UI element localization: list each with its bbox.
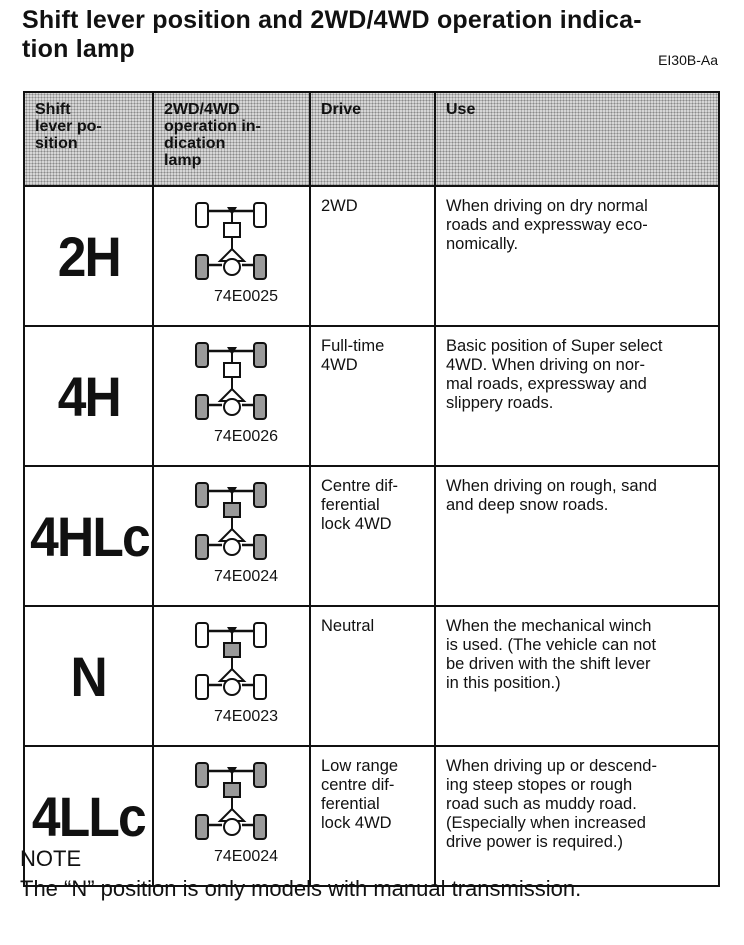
page-title: Shift lever position and 2WD/4WD operation indica- tion lamp xyxy=(22,6,642,63)
note-text: The “N” position is only models with manual transmission. xyxy=(20,876,582,901)
use-text: When driving on dry normal roads and expressway eco- nomically. xyxy=(446,197,648,253)
use-cell xyxy=(435,186,719,326)
shift-position-cell xyxy=(24,186,153,326)
drivetrain-indicator-icon xyxy=(192,199,272,287)
indication-lamp-cell xyxy=(153,746,310,886)
drive-cell xyxy=(310,606,435,746)
drivetrain-indicator-icon xyxy=(192,339,272,427)
drivetrain-indicator-icon xyxy=(192,759,272,847)
shift-position-label: 2H xyxy=(57,224,120,288)
use-cell xyxy=(435,326,719,466)
table-row xyxy=(24,606,719,746)
use-text: When driving up or descend- ing steep stopes or rough road such as muddy road. (Especially when increased drive power is required.) xyxy=(446,757,657,851)
lamp-figure-code: 74E0026 xyxy=(214,428,279,445)
table-row xyxy=(24,466,719,606)
drivetrain-indicator-icon xyxy=(192,619,272,707)
use-text: When the mechanical winch is used. (The vehicle can not be driven with the shift lever in this position.) xyxy=(446,617,657,692)
shift-position-cell xyxy=(24,326,153,466)
indication-lamp-cell xyxy=(153,606,310,746)
table-row xyxy=(24,326,719,466)
indication-lamp-cell xyxy=(153,466,310,606)
header-drive: Drive xyxy=(310,92,435,186)
shift-position-label: 4LLc xyxy=(32,784,145,848)
drive-cell xyxy=(310,466,435,606)
lamp-figure-code: 74E0025 xyxy=(214,288,279,305)
use-cell xyxy=(435,746,719,886)
table-row xyxy=(24,186,719,326)
drive-text: Centre dif- ferential lock 4WD xyxy=(321,477,399,533)
drive-text: 2WD xyxy=(321,197,358,215)
shift-position-label: 4HLc xyxy=(30,504,149,568)
drive-text: Full-time 4WD xyxy=(321,337,385,374)
lamp-figure-code: 74E0024 xyxy=(214,848,279,865)
use-cell xyxy=(435,466,719,606)
use-cell xyxy=(435,606,719,746)
drivetrain-indicator-icon xyxy=(192,479,272,567)
header-shift-lever-position: Shift lever po- sition xyxy=(24,92,153,186)
document-code: EI30B-Aa xyxy=(658,52,718,68)
shift-position-label: 4H xyxy=(57,364,120,428)
table-header-row xyxy=(24,92,719,186)
use-text: Basic position of Super select 4WD. When driving on nor- mal roads, expressway and slippery roads. xyxy=(446,337,663,412)
indication-lamp-cell xyxy=(153,186,310,326)
shift-position-cell xyxy=(24,606,153,746)
table-row xyxy=(24,746,719,886)
lamp-figure-code: 74E0024 xyxy=(214,568,279,585)
indication-lamp-cell xyxy=(153,326,310,466)
drive-cell xyxy=(310,326,435,466)
shift-lever-table xyxy=(23,91,720,887)
drive-cell xyxy=(310,186,435,326)
note-heading: NOTE xyxy=(20,846,82,871)
header-operation-lamp: 2WD/4WD operation in- dication lamp xyxy=(153,92,310,186)
shift-position-label: N xyxy=(70,644,107,708)
drive-cell xyxy=(310,746,435,886)
drive-text: Low range centre dif- ferential lock 4WD xyxy=(321,757,399,832)
lamp-figure-code: 74E0023 xyxy=(214,708,279,725)
drive-text: Neutral xyxy=(321,617,375,635)
shift-position-cell xyxy=(24,466,153,606)
header-use: Use xyxy=(435,92,719,186)
use-text: When driving on rough, sand and deep snow roads. xyxy=(446,477,657,514)
